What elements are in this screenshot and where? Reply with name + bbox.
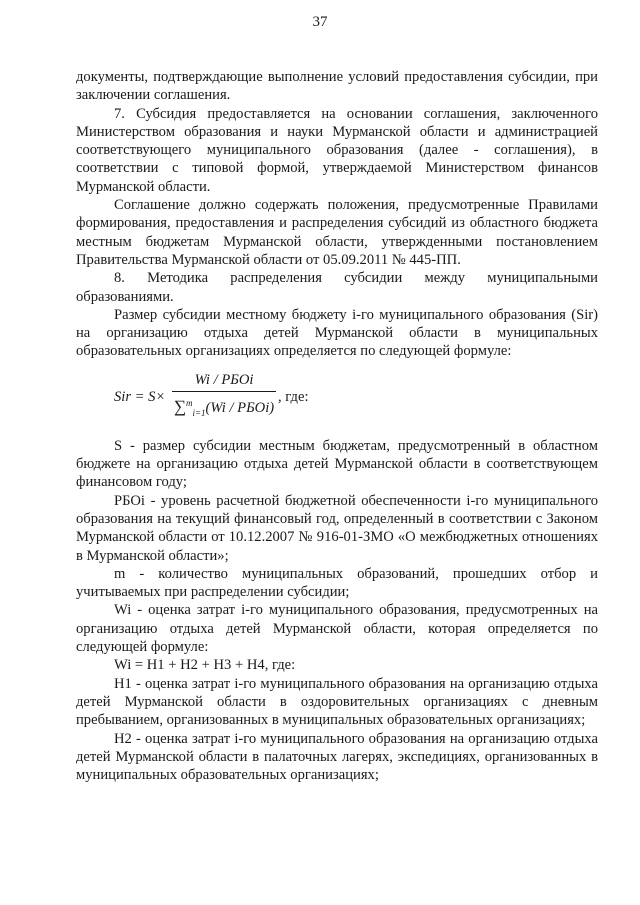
- sigma-upper: m: [185, 398, 193, 409]
- paragraph: Размер субсидии местному бюджету i-го муниципального образования (Sir) на организацию отдыха детей Мурманской области в муниципальных образовательных организациях определяется по следующей формуле:: [76, 306, 598, 360]
- formula-wi: Wi = H1 + H2 + H3 + H4, где:: [114, 657, 296, 674]
- definition: S - размер субсидии местным бюджетам, предусмотренный в областном бюджете на организацию отдыха детей Мурманской области в соответствующем финансовом году;: [76, 437, 598, 491]
- sigma-lower: i=1: [192, 407, 206, 418]
- sigma-symbol: ∑: [173, 396, 186, 416]
- formula-lhs: Sir = S×: [114, 388, 166, 405]
- definition: H1 - оценка затрат i-го муниципального образования на организацию отдыха детей Мурманской области в оздоровительных организациях с дневным пребыванием, организованных в муниципальных образовательных организациях;: [76, 675, 598, 729]
- definition: РБОi - уровень расчетной бюджетной обеспеченности i-го муниципального образования на текущий финансовый год, определенный в соответствии с Законом Мурманской области от 10.12.2007 № 916-01-ЗМО «О межбюджетных отношениях в Мурманской области»;: [76, 492, 598, 564]
- formula-fraction: [172, 371, 276, 422]
- formula-denominator: (Wi / РБОi): [205, 399, 275, 416]
- formula-numerator: Wi / РБОi: [172, 371, 276, 392]
- paragraph: 8. Методика распределения субсидии между муниципальными образованиями.: [76, 270, 598, 305]
- formula-tail: , где:: [278, 388, 309, 405]
- definition: m - количество муниципальных образований, прошедших отбор и учитываемых при распределении субсидии;: [76, 565, 598, 601]
- page-number: 37: [312, 14, 328, 30]
- paragraph: документы, подтверждающие выполнение условий предоставления субсидии, при заключении соглашения.: [76, 69, 598, 104]
- paragraph: Соглашение должно содержать положения, предусмотренные Правилами формирования, предоставления и распределения субсидий из областного бюджета местным бюджетам Мурманской области, утвержденными постановлением Правительства Мурманской области от 05.09.2011 № 445-ПП.: [76, 197, 598, 268]
- definition: Wi - оценка затрат i-го муниципального образования, предусмотренных на организацию отдыха детей Мурманской области, которая определяется по следующей формуле:: [76, 602, 598, 656]
- formula-denominator-wrap: [172, 392, 276, 422]
- document-body: [76, 68, 598, 784]
- definition: H2 - оценка затрат i-го муниципального образования на организацию отдыха детей Мурманской области в палаточных лагерях, экспедициях, организованных в муниципальных образовательных организациях;: [76, 730, 598, 784]
- formula-subsidy: [76, 371, 598, 427]
- paragraph: 7. Субсидия предоставляется на основании соглашения, заключенного Министерством образования и науки Мурманской области и администрацией соответствующего муниципального образования (далее - соглашения), в соответствии с типовой формой, утверждаемой Министерством финансов Мурманской области.: [76, 105, 598, 195]
